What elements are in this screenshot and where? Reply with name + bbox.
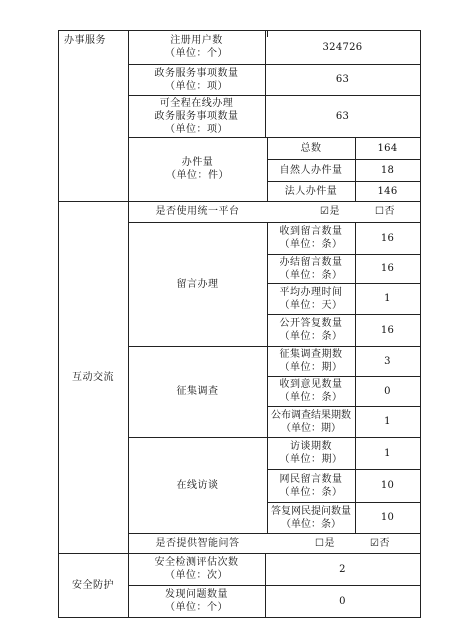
survey-periods-label: 征集调查期数 （单位：期） <box>279 349 343 373</box>
survey-results-value: 1 <box>384 416 391 427</box>
processing-total-label: 总数 <box>300 142 322 154</box>
survey-results-label: 公布调查结果期数 （单位：期） <box>271 409 351 434</box>
registered-users-label: 注册用户数 （单位：个） <box>165 35 228 59</box>
messages-avg-time-label: 平均办理时间 （单位：天） <box>279 286 343 311</box>
section-label-security: 安全防护 <box>72 579 114 591</box>
interview-messages-label: 网民留言数量 （单位：条） <box>279 473 343 498</box>
messages-closed-value: 16 <box>380 263 395 274</box>
interview-label: 在线访谈 <box>176 479 219 491</box>
unified-platform-yes-checkbox[interactable]: ☑是 <box>320 206 340 217</box>
messages-public-reply-value: 16 <box>380 324 395 336</box>
interview-periods-value: 1 <box>384 447 391 459</box>
smart-qa-label: 是否提供智能问答 <box>155 537 240 549</box>
processing-natural-value: 18 <box>380 164 395 176</box>
interview-messages-value: 10 <box>380 480 395 491</box>
interview-periods-label: 访谈期数 （单位：期） <box>279 441 343 465</box>
messages-avg-time-value: 1 <box>384 293 391 304</box>
service-items-label: 政务服务事项数量 （单位：项） <box>154 67 239 92</box>
interview-answers-value: 10 <box>380 512 395 523</box>
security-issues-value: 0 <box>339 595 346 607</box>
security-assessments-value: 2 <box>339 563 346 575</box>
survey-opinions-value: 0 <box>384 385 391 397</box>
smart-qa-no-checkbox[interactable]: ☑否 <box>370 537 390 549</box>
interview-answers-label: 答复网民提问数量 （单位：条） <box>271 505 351 530</box>
unified-platform-no-checkbox[interactable]: ☐否 <box>375 206 395 217</box>
registered-users-value: 324726 <box>322 41 363 53</box>
messages-received-value: 16 <box>380 232 395 244</box>
messages-closed-label: 办结留言数量 （单位：条） <box>279 256 343 281</box>
security-issues-label: 发现问题数量 （单位：个） <box>165 589 228 613</box>
security-assessments-label: 安全检测评估次数 （单位：次） <box>154 557 239 581</box>
section-label-interaction: 互动交流 <box>72 371 114 383</box>
messages-public-reply-label: 公开答复数量 （单位：条） <box>279 318 343 342</box>
survey-label: 征集调查 <box>176 386 219 397</box>
survey-opinions-label: 收到意见数量 （单位：条） <box>279 379 343 403</box>
messages-label: 留言办理 <box>176 278 219 290</box>
processing-total-value: 164 <box>377 142 398 154</box>
messages-received-label: 收到留言数量 （单位：条） <box>279 226 343 250</box>
section-label-office-services: 办事服务 <box>64 35 106 46</box>
survey-periods-value: 3 <box>384 355 391 367</box>
processing-legal-label: 法人办件量 <box>284 185 338 197</box>
processing-label: 办件量 （单位：件） <box>166 157 229 181</box>
service-items-value: 63 <box>335 74 350 85</box>
online-items-value: 63 <box>335 110 350 122</box>
processing-legal-value: 146 <box>377 185 398 197</box>
online-items-label: 可全程在线办理 政务服务事项数量 （单位：项） <box>154 97 239 135</box>
unified-platform-label: 是否使用统一平台 <box>155 206 240 217</box>
smart-qa-yes-checkbox[interactable]: ☐是 <box>315 537 335 549</box>
processing-natural-label: 自然人办件量 <box>279 164 343 176</box>
